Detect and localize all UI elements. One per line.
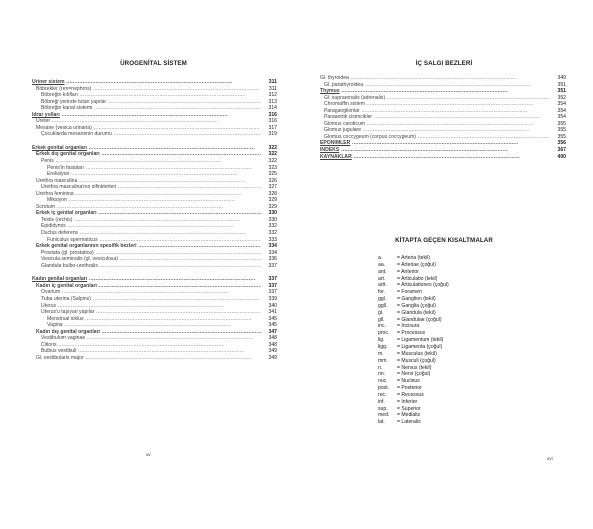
toc-entry-title: Gl. thyroidea bbox=[320, 75, 349, 81]
toc-entry-title: Erkek genital organlarının spesifik bezleri bbox=[36, 243, 137, 250]
toc-entry-title: Thymus bbox=[320, 88, 340, 95]
toc-entry-title: Uterus bbox=[41, 302, 57, 309]
toc-entry-title: İNDEKS bbox=[320, 147, 340, 154]
toc-entry-title: EPONİMLER bbox=[320, 140, 351, 147]
toc-entry-page: 345 bbox=[261, 316, 277, 323]
toc-entry-page: 347 bbox=[261, 329, 277, 336]
toc-entry-title: Böbrekler (ren=nephros) bbox=[36, 85, 92, 92]
abbreviation-meaning: = Nervus (tekil) bbox=[397, 364, 432, 371]
abbreviation-meaning: = Articulationes (çoğul) bbox=[397, 282, 449, 289]
toc-entry-page: 322 bbox=[261, 158, 277, 165]
toc-entry-page: 355 bbox=[550, 127, 566, 134]
toc-entry-title: Prostata (gl. prostatica) bbox=[41, 249, 94, 256]
toc-entry-title: Penis'in fasiaları bbox=[47, 164, 84, 171]
abbreviation-key: rec. bbox=[378, 391, 387, 398]
abbreviation-key: lig. bbox=[378, 337, 385, 344]
abbreviation-row bbox=[378, 330, 538, 337]
toc-dot-leader bbox=[41, 263, 261, 270]
toc-entry-title: KAYNAKLAR bbox=[320, 153, 352, 160]
abbreviation-meaning: = Ligamenta (çoğul) bbox=[397, 343, 443, 350]
toc-entry-page: 337 bbox=[261, 263, 277, 270]
abbreviation-meaning: = Arteriae (çoğul) bbox=[397, 261, 436, 268]
toc-entry-page: 356 bbox=[550, 140, 566, 147]
toc-entry-page: 333 bbox=[261, 237, 277, 244]
toc-entry-title: İdrar yolları bbox=[32, 111, 60, 118]
toc-entry-page: 325 bbox=[261, 171, 277, 178]
toc-entry-page: 367 bbox=[550, 147, 566, 154]
abbreviation-row bbox=[378, 337, 538, 344]
toc-entry-page: 311 bbox=[261, 86, 277, 93]
toc-entry-page: 332 bbox=[261, 230, 277, 237]
abbreviations-list bbox=[378, 255, 538, 426]
abbreviation-key: ggll. bbox=[378, 302, 388, 309]
toc-entry-title: Ductus deferens bbox=[41, 230, 79, 237]
toc-entry-title: Vestibulum vaginae bbox=[41, 335, 86, 342]
abbreviation-row bbox=[378, 296, 538, 303]
toc-entry bbox=[32, 131, 277, 138]
abbreviation-row bbox=[378, 317, 538, 324]
abbreviation-meaning: = Processus bbox=[397, 330, 426, 337]
right-toc-list bbox=[320, 75, 566, 160]
abbreviation-key: ant. bbox=[378, 268, 387, 275]
toc-entry-page: 316 bbox=[261, 112, 277, 119]
toc-entry-title: Paraganglionlar bbox=[324, 107, 360, 114]
toc-entry-title: Gl. vestibularis major bbox=[36, 354, 84, 361]
toc-entry-page: 327 bbox=[261, 184, 277, 191]
abbreviation-key: aa. bbox=[378, 261, 386, 268]
toc-entry-title: Böbreğin kanal sistemi bbox=[41, 105, 93, 112]
abbreviation-key: artt. bbox=[378, 282, 387, 289]
abbreviation-key: proc. bbox=[378, 330, 390, 337]
toc-entry-title: Chromaffin sistem bbox=[324, 101, 365, 108]
toc-entry-title: Gl. suprarenalis (adrenalis) bbox=[324, 94, 386, 101]
abbreviation-meaning: = Foramen bbox=[397, 289, 422, 296]
toc-entry-page: 354 bbox=[550, 114, 566, 121]
toc-entry-page: 334 bbox=[261, 250, 277, 257]
toc-entry-page: 349 bbox=[261, 355, 277, 362]
toc-dot-leader bbox=[320, 154, 550, 161]
toc-entry-page: 332 bbox=[261, 223, 277, 230]
toc-entry-title: Tuba uterina (Salpinx) bbox=[41, 295, 91, 302]
abbreviation-key: inc. bbox=[378, 323, 386, 330]
toc-entry bbox=[32, 355, 277, 362]
abbreviations-title: KİTAPTA GEÇEN KISALTMALAR bbox=[395, 237, 493, 244]
toc-dot-leader bbox=[41, 131, 261, 138]
toc-entry-title: Glandula bulbo-urethralis bbox=[41, 262, 98, 269]
toc-entry-page: 400 bbox=[550, 154, 566, 161]
abbreviation-key: mm. bbox=[378, 357, 388, 364]
left-toc-list bbox=[32, 79, 277, 361]
abbreviation-meaning: = Inferior bbox=[397, 398, 418, 405]
toc-entry-page: 336 bbox=[261, 256, 277, 263]
toc-entry bbox=[32, 263, 277, 270]
toc-entry-title: Erkek dış genital organları bbox=[36, 151, 100, 158]
abbreviation-key: med. bbox=[378, 412, 390, 419]
abbreviation-key: m. bbox=[378, 350, 384, 357]
abbreviation-meaning: = Nervi (çoğul) bbox=[397, 371, 431, 378]
toc-entry-page: 328 bbox=[261, 191, 277, 198]
abbreviation-row bbox=[378, 385, 538, 392]
toc-entry-page: 330 bbox=[261, 210, 277, 217]
toc-entry-page: 339 bbox=[261, 296, 277, 303]
abbreviation-row bbox=[378, 378, 538, 385]
abbreviation-meaning: = Arteria (tekil) bbox=[397, 255, 430, 261]
toc-entry-title: Üriner sistem bbox=[32, 79, 65, 85]
abbreviation-key: lat. bbox=[378, 419, 385, 426]
toc-entry-page: 323 bbox=[261, 165, 277, 172]
toc-entry-title: Erkek iç genital organları bbox=[36, 210, 97, 217]
right-page-title: İÇ SALGI BEZLERİ bbox=[415, 60, 473, 67]
abbreviation-row bbox=[378, 255, 538, 262]
abbreviation-meaning: = Musculus (tekil) bbox=[397, 350, 437, 357]
abbreviation-meaning: = Articulatio (tekil) bbox=[397, 275, 438, 282]
toc-entry-page: 311 bbox=[261, 79, 277, 86]
toc-entry-page: 354 bbox=[550, 101, 566, 108]
toc-entry-title: Çocuklarda mesanenin durumu bbox=[41, 131, 112, 138]
toc-entry-page: 322 bbox=[261, 151, 277, 158]
toc-entry-page: 326 bbox=[261, 178, 277, 185]
toc-entry-page: 341 bbox=[261, 309, 277, 316]
toc-entry bbox=[320, 154, 566, 161]
toc-entry-page: 349 bbox=[261, 348, 277, 355]
toc-entry-page: 313 bbox=[261, 99, 277, 106]
abbreviation-meaning: = Glandula (tekil) bbox=[397, 309, 436, 316]
toc-entry-title: Epididymis bbox=[41, 223, 66, 230]
abbreviation-key: inf. bbox=[378, 398, 385, 405]
toc-entry-page: 351 bbox=[550, 82, 566, 89]
abbreviation-key: ggl. bbox=[378, 296, 387, 303]
abbreviation-meaning: = Ligamentum (tekil) bbox=[397, 337, 444, 344]
toc-entry-page: 337 bbox=[261, 276, 277, 283]
abbreviation-meaning: = Ganglion (tekil) bbox=[397, 296, 436, 303]
toc-entry-page: 355 bbox=[550, 134, 566, 141]
toc-entry-page: 352 bbox=[550, 95, 566, 102]
abbreviation-key: gll. bbox=[378, 316, 385, 323]
abbreviation-row bbox=[378, 289, 538, 296]
toc-entry-title: Uterus'u taşıyan yapılar bbox=[41, 309, 95, 316]
toc-entry-title: Gl. parathyroidea bbox=[324, 81, 364, 88]
toc-entry-title: Urethra masculina bbox=[36, 177, 78, 184]
abbreviation-meaning: = Ganglia (çoğul) bbox=[397, 302, 436, 309]
abbreviation-key: nn. bbox=[378, 371, 386, 378]
left-page bbox=[0, 0, 296, 529]
toc-entry-page: 348 bbox=[261, 335, 277, 342]
abbreviation-meaning: = Recessus bbox=[397, 391, 424, 398]
abbreviation-meaning: = Medialis bbox=[397, 412, 421, 419]
toc-entry-title: Kadın iç genital organları bbox=[36, 282, 97, 289]
abbreviation-row bbox=[378, 406, 538, 413]
toc-entry-page: 316 bbox=[261, 118, 277, 125]
abbreviation-row bbox=[378, 276, 538, 283]
abbreviation-row bbox=[378, 262, 538, 269]
abbreviation-key: gl. bbox=[378, 309, 384, 316]
toc-entry-page: 334 bbox=[261, 243, 277, 250]
abbreviation-key: a. bbox=[378, 255, 383, 261]
left-page-number: xv bbox=[146, 452, 151, 457]
abbreviation-row bbox=[378, 412, 538, 419]
toc-entry-title: Menstrual siklus bbox=[47, 315, 84, 322]
toc-entry-title: Paraaortik cisimcikler bbox=[324, 114, 373, 121]
abbreviation-row bbox=[378, 310, 538, 317]
toc-entry-title: Mesane (vesica urinaria) bbox=[36, 124, 92, 131]
abbreviation-meaning: = Musculi (çoğul) bbox=[397, 357, 436, 364]
toc-entry-page: 314 bbox=[261, 105, 277, 112]
toc-spacer bbox=[32, 269, 277, 276]
toc-entry-page: 351 bbox=[550, 88, 566, 95]
abbreviation-meaning: = Incisura bbox=[397, 323, 420, 330]
toc-entry-title: Ereksiyon bbox=[47, 171, 70, 178]
abbreviation-key: sup. bbox=[378, 405, 388, 412]
toc-entry-title: Miksiyon bbox=[47, 197, 67, 204]
toc-entry-title: Scrotum bbox=[36, 203, 55, 210]
abbreviation-row bbox=[378, 399, 538, 406]
abbreviation-row bbox=[378, 323, 538, 330]
abbreviation-row bbox=[378, 392, 538, 399]
toc-entry-page: 322 bbox=[261, 145, 277, 152]
abbreviation-row bbox=[378, 282, 538, 289]
toc-entry-page: 354 bbox=[550, 108, 566, 115]
toc-entry-title: Testis (orchis) bbox=[41, 216, 73, 223]
right-page bbox=[296, 0, 593, 529]
toc-entry-page: 345 bbox=[261, 322, 277, 329]
toc-entry-title: Vagina bbox=[47, 322, 63, 329]
abbreviation-meaning: = Superior bbox=[397, 405, 421, 412]
toc-entry-title: Ovarium bbox=[41, 289, 61, 296]
toc-entry-page: 329 bbox=[261, 197, 277, 204]
toc-entry-title: Ureter bbox=[36, 118, 51, 125]
toc-entry-title: Funiculus spermaticus bbox=[47, 236, 98, 243]
abbreviation-row bbox=[378, 371, 538, 378]
abbreviation-meaning: = Glandulae (çoğul) bbox=[397, 316, 442, 323]
toc-dot-leader bbox=[36, 355, 261, 362]
toc-entry-page: 312 bbox=[261, 92, 277, 99]
toc-entry-title: Clitoris bbox=[41, 341, 57, 348]
abbreviation-key: n. bbox=[378, 364, 383, 371]
toc-entry-title: Urethra masculina'nın sifinkterleri bbox=[41, 184, 117, 191]
toc-entry-page: 337 bbox=[261, 289, 277, 296]
abbreviation-row bbox=[378, 344, 538, 351]
abbreviation-row bbox=[378, 303, 538, 310]
toc-entry-page: 355 bbox=[550, 121, 566, 128]
toc-entry-title: Erkek genital organları bbox=[32, 144, 87, 151]
toc-entry-page: 340 bbox=[261, 303, 277, 310]
abbreviation-key: for. bbox=[378, 289, 386, 296]
toc-entry-title: Kadın dış genital organları bbox=[36, 328, 100, 335]
abbreviation-key: nuc. bbox=[378, 378, 388, 385]
abbreviation-meaning: = Posterior bbox=[397, 385, 422, 392]
toc-entry-title: Vesicula seminalis (gl. vesiculosa) bbox=[41, 256, 119, 263]
toc-entry-page: 349 bbox=[550, 75, 566, 82]
toc-entry-title: Böbreğin kılıfları bbox=[41, 92, 78, 99]
toc-spacer bbox=[32, 138, 277, 145]
toc-entry-title: Penis bbox=[41, 158, 54, 165]
abbreviation-meaning: = Lateralis bbox=[397, 419, 421, 426]
toc-entry-page: 317 bbox=[261, 125, 277, 132]
toc-entry-page: 337 bbox=[261, 283, 277, 290]
left-page-title: ÜROGENİTAL SİSTEM bbox=[120, 60, 187, 67]
right-page-number: xvi bbox=[547, 456, 553, 461]
toc-entry-title: Kadın genital organları bbox=[32, 276, 88, 283]
abbreviation-row bbox=[378, 365, 538, 372]
abbreviation-meaning: = Nucleus bbox=[397, 378, 420, 385]
toc-entry-title: Urethra feminina bbox=[36, 190, 74, 197]
toc-entry-title: Glomus caroticum bbox=[324, 120, 366, 127]
toc-entry-title: Glomus coccygeum (corpus coccygeum) bbox=[324, 133, 417, 140]
abbreviation-key: ligg. bbox=[378, 343, 388, 350]
toc-entry-page: 330 bbox=[261, 217, 277, 224]
abbreviation-row bbox=[378, 269, 538, 276]
toc-entry-page: 329 bbox=[261, 204, 277, 211]
abbreviation-row bbox=[378, 351, 538, 358]
toc-entry-title: Böbreği yerinde tutan yapılar bbox=[41, 98, 107, 105]
toc-entry-title: Bulbus vestibuli bbox=[41, 348, 77, 355]
toc-entry-page: 348 bbox=[261, 342, 277, 349]
toc-entry-page: 319 bbox=[261, 131, 277, 138]
abbreviation-meaning: = Anterior bbox=[397, 268, 419, 275]
toc-entry-title: Glomus jugulare bbox=[324, 127, 362, 134]
abbreviation-key: art. bbox=[378, 275, 386, 282]
abbreviation-row bbox=[378, 419, 538, 426]
abbreviation-row bbox=[378, 358, 538, 365]
abbreviation-key: post. bbox=[378, 385, 390, 392]
